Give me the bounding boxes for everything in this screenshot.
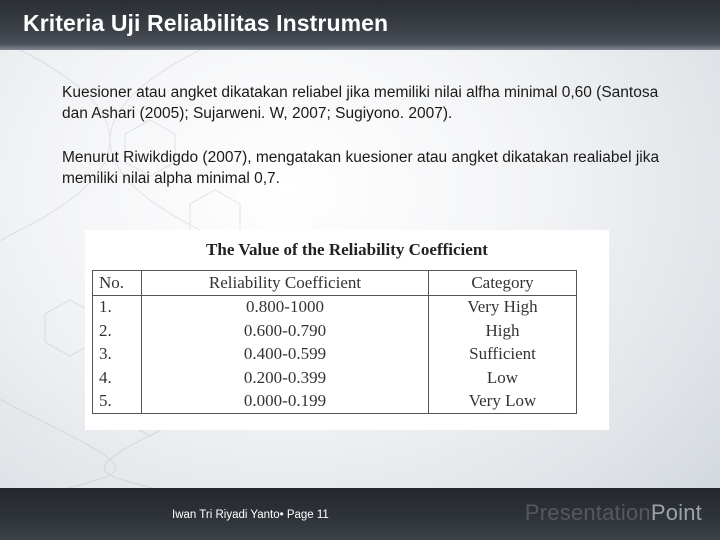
reliability-table-image	[85, 230, 609, 430]
table-row	[93, 319, 577, 343]
cell-coefficient: 0.600-0.790	[142, 319, 429, 343]
reliability-table	[92, 270, 577, 414]
cell-category: Very Low	[429, 390, 577, 414]
footer-text: Iwan Tri Riyadi Yanto• Page 11	[172, 509, 329, 521]
cell-coefficient: 0.200-0.399	[142, 366, 429, 390]
paragraph-alpha-criteria: Kuesioner atau angket dikatakan reliabel jika memiliki nilai alfha minimal 0,60 (Santosa dan Ashari (2005); Sujarweni. W, 2007; Sugiyono. 2007).	[62, 84, 659, 122]
table-row	[93, 390, 577, 414]
cell-category: High	[429, 319, 577, 343]
cell-no: 1.	[93, 295, 142, 319]
cell-no: 3.	[93, 343, 142, 367]
cell-no: 4.	[93, 366, 142, 390]
cell-category: Sufficient	[429, 343, 577, 367]
paragraph-riwikdigdo: Menurut Riwikdigdo (2007), mengatakan kuesioner atau angket dikatakan realiabel jika memiliki nilai alpha minimal 0,7.	[62, 149, 660, 187]
cell-no: 2.	[93, 319, 142, 343]
table-row	[93, 295, 577, 319]
presentationpoint-logo	[525, 500, 702, 526]
logo-text-presentation: Presentation	[524, 500, 651, 525]
header-coefficient: Reliability Coefficient	[142, 271, 429, 296]
slide-title: Kriteria Uji Reliabilitas Instrumen	[23, 10, 389, 36]
cell-category: Very High	[429, 295, 577, 319]
cell-category: Low	[429, 366, 577, 390]
table-row	[93, 366, 577, 390]
table-header-row	[93, 271, 577, 296]
header-category: Category	[429, 271, 577, 296]
table-title: The Value of the Reliability Coefficient	[206, 240, 488, 259]
logo-text-point: Point	[650, 500, 702, 525]
header-no: No.	[93, 271, 142, 296]
cell-coefficient: 0.400-0.599	[142, 343, 429, 367]
cell-coefficient: 0.000-0.199	[142, 390, 429, 414]
title-bar	[0, 0, 720, 50]
cell-no: 5.	[93, 390, 142, 414]
cell-coefficient: 0.800-1000	[142, 295, 429, 319]
table-row	[93, 343, 577, 367]
